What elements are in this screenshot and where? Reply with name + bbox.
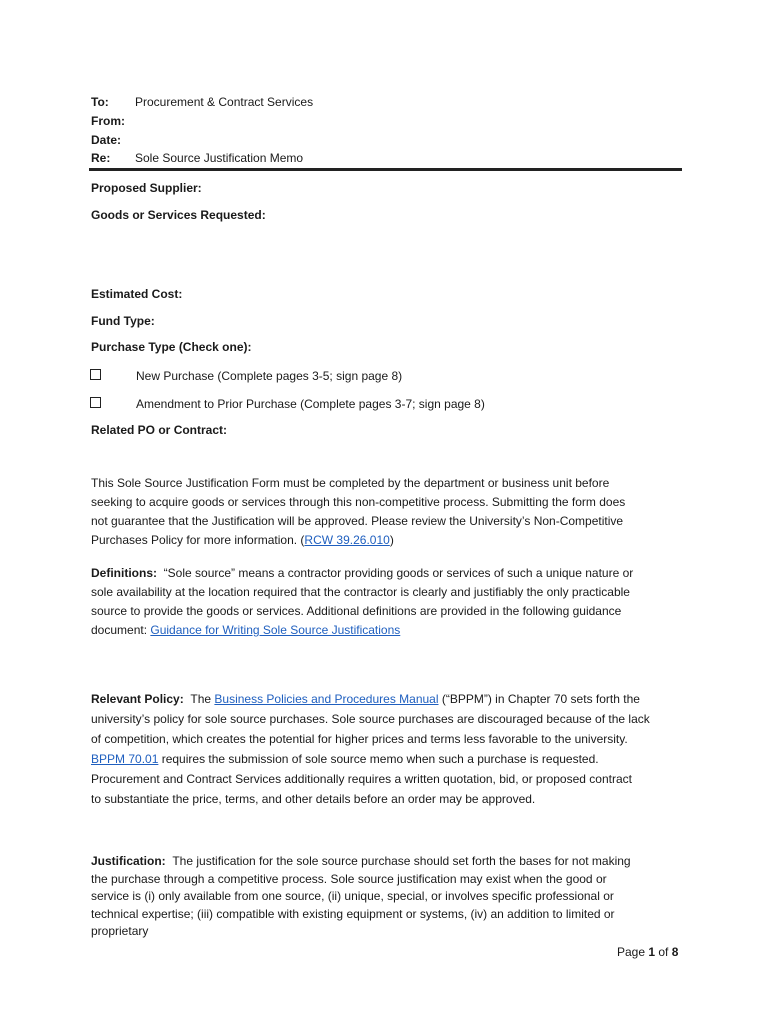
bppm-manual-link[interactable]: Business Policies and Procedures Manual (214, 692, 439, 706)
definitions-line: sole availability at the location required that the contractor is clearly and justifiably the only practicable (91, 585, 630, 599)
justification-line: proprietary (91, 924, 149, 938)
policy-paragraph (91, 689, 683, 809)
intro-line: This Sole Source Justification Form must be completed by the department or business unit before (91, 476, 610, 490)
rcw-link[interactable]: RCW 39.26.010 (304, 533, 390, 547)
new-purchase-label: New Purchase (Complete pages 3-5; sign page 8) (136, 369, 403, 383)
justification-text: The justification for the sole source purchase should set forth the bases for not making (172, 854, 631, 868)
amendment-checkbox[interactable] (90, 397, 101, 408)
goods-services-label: Goods or Services Requested: (91, 208, 266, 222)
policy-text: The (190, 692, 215, 706)
fund-type-label: Fund Type: (91, 314, 155, 328)
re-label: Re: (91, 151, 111, 165)
policy-line: to substantiate the price, terms, and other details before an order may be approved. (91, 792, 536, 806)
intro-line (91, 531, 683, 550)
definitions-line: source to provide the goods or services. Additional definitions are provided in the following guidance (91, 604, 622, 618)
proposed-supplier-label: Proposed Supplier: (91, 181, 202, 195)
re-row (91, 149, 303, 167)
definitions-line (91, 621, 683, 640)
estimated-cost-label: Estimated Cost: (91, 287, 183, 301)
intro-text: ) (389, 533, 394, 547)
policy-heading: Relevant Policy: (91, 692, 184, 706)
intro-paragraph (91, 474, 683, 550)
policy-text: requires the submission of sole source memo when such a purchase is requested. (158, 752, 599, 766)
policy-line (91, 749, 683, 769)
policy-line: of competition, which creates the potential for higher prices and terms less favorable to the university. (91, 732, 628, 746)
justification-paragraph (91, 853, 683, 941)
justification-line (91, 853, 683, 871)
policy-line: university’s policy for sole source purchases. Sole source purchases are discouraged because of the lack (91, 712, 650, 726)
date-label: Date: (91, 133, 122, 147)
header-divider (89, 168, 682, 171)
related-po-label: Related PO or Contract: (91, 423, 228, 437)
definitions-heading: Definitions: (91, 566, 157, 580)
justification-line: technical expertise; (iii) compatible with existing equipment or systems, (iv) an addition to limited or (91, 906, 615, 921)
definitions-text: document: (91, 623, 151, 637)
definitions-line (91, 564, 683, 583)
intro-text: Purchases Policy for more information. ( (91, 533, 305, 547)
policy-text: (“BPPM”) in Chapter 70 sets forth the (438, 692, 640, 706)
to-value: Procurement & Contract Services (135, 95, 314, 109)
intro-line: seeking to acquire goods or services through this non-competitive process. Submitting the form does (91, 495, 626, 509)
amendment-label: Amendment to Prior Purchase (Complete pages 3-7; sign page 8) (136, 397, 485, 411)
re-value: Sole Source Justification Memo (135, 151, 304, 165)
justification-heading: Justification: (91, 854, 166, 868)
intro-line: not guarantee that the Justification will be approved. Please review the University’s Non-Competitive (91, 514, 624, 528)
definitions-text: “Sole source” means a contractor providing goods or services of such a unique nature or (163, 566, 634, 580)
policy-line: Procurement and Contract Services additionally requires a written quotation, bid, or proposed contract (91, 772, 632, 786)
to-row (91, 93, 313, 111)
total-pages: 8 (671, 945, 679, 959)
definitions-paragraph (91, 564, 683, 640)
purchase-type-label: Purchase Type (Check one): (91, 340, 252, 354)
justification-line: service is (i) only available from one source, (ii) unique, special, or involves specific professional or (91, 889, 614, 903)
policy-line (91, 689, 683, 709)
of-word: of (655, 945, 672, 959)
bppm-7001-link[interactable]: BPPM 70.01 (91, 752, 159, 766)
date-row (91, 131, 135, 149)
justification-line: the purchase through a competitive process. Sole source justification may exist when the good or (91, 871, 607, 886)
from-row (91, 112, 135, 130)
from-label: From: (91, 114, 125, 128)
new-purchase-checkbox[interactable] (90, 369, 101, 380)
guidance-link[interactable]: Guidance for Writing Sole Source Justifications (150, 623, 401, 637)
page-word: Page (617, 945, 649, 959)
to-label: To: (91, 95, 109, 109)
current-page: 1 (648, 945, 656, 959)
page-number (617, 943, 678, 961)
